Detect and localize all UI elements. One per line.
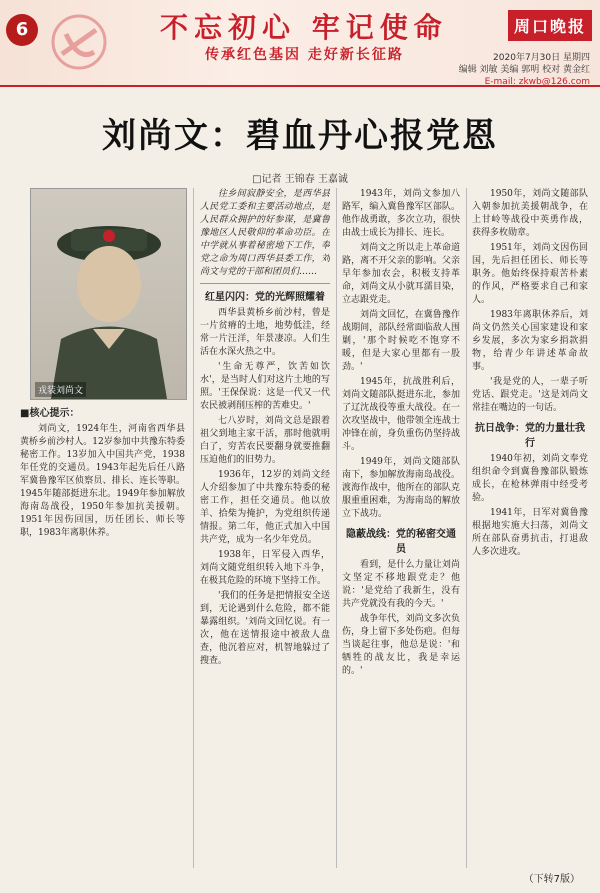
issue-meta — [459, 52, 590, 87]
paragraph: 刘尚文回忆，在冀鲁豫作战期间，部队经常面临敌人围剿，'那个时候吃不饱穿不暖，但是大家心里都有一股劲。' — [342, 310, 460, 372]
paragraph: 刘尚文之所以走上革命道路，离不开父亲的影响。父亲早年参加农会，积极支持革命，刘尚文从小就耳濡目染，立志跟党走。 — [342, 243, 460, 305]
paragraph: 1940年初，刘尚文奉党组织命令到冀鲁豫部队锻炼成长，在枪林弹雨中经受考验。 — [472, 454, 588, 503]
paragraph: 西华县黄桥乡前沙村，曾是一片贫瘠的土地，地势低洼，经常一片汪洋，年景凄凉。人们生活在水深火热之中。 — [200, 308, 330, 357]
paragraph: '我是党的人，一辈子听党话、跟党走。'这是刘尚文常挂在嘴边的一句话。 — [472, 377, 588, 413]
column-divider — [466, 188, 467, 868]
paragraph: 战争年代，刘尚文多次负伤，身上留下多处伤疤。但每当谈起往事，他总是说：'和牺牲的战友比，我是幸运的。' — [342, 614, 460, 676]
article-column-2 — [200, 188, 330, 868]
continued-note: （下转7版） — [523, 874, 580, 885]
paragraph: 七八岁时，刘尚文总是跟着祖父到地主家干活，那时他就明白了，穷苦农民要翻身就要推翻压迫他们的旧势力。 — [200, 416, 330, 465]
article-column-1 — [20, 402, 185, 868]
paragraph: 1950年，刘尚文随部队入朝参加抗美援朝战争，在上甘岭等战役中英勇作战，获得多枚勋章。 — [472, 189, 588, 238]
portrait-photo — [30, 188, 187, 400]
paragraph: 看到，是什么力量让刘尚文坚定不移地跟党走？他说：'是党给了我新生，没有共产党就没有我的今天。' — [342, 560, 460, 609]
photo-caption: 戎装刘尚文 — [35, 382, 86, 397]
slogan-subtitle: 传承红色基因 走好新长征路 — [205, 47, 404, 63]
contact-email: E-mail: zkwb@126.com — [484, 77, 590, 87]
paragraph: 1938年，日军侵入西华，刘尚文随党组织转入地下斗争，在极其危险的环境下坚持工作。 — [200, 550, 330, 586]
editor-note: 刘尚文，1924年生，河南省西华县黄桥乡前沙村人。12岁参加中共豫东特委秘密工作。13岁加入中国共产党，1938年任党的交通员。1943年起先后任八路军冀鲁豫军区侦察员、排长、连长等职。1945年随部挺进东北。1949年参加解放海南岛战役，1950年参加抗美援朝。1951年因伤回国，历任团长、师长等职，1983年离职休养。 — [20, 424, 185, 538]
column-divider — [193, 188, 194, 868]
paragraph: 1941年，日军对冀鲁豫根据地实施大扫荡，刘尚文所在部队奋勇抗击，打退敌人多次进攻。 — [472, 508, 588, 557]
article-column-3 — [342, 188, 460, 868]
section-title-2: 隐蔽战线：党的秘密交通员 — [346, 529, 456, 555]
newspaper-logo: 周口晚报 — [508, 10, 592, 41]
article-column-4 — [472, 188, 588, 864]
paragraph: 1936年，12岁的刘尚文经人介绍参加了中共豫东特委的秘密工作，担任交通员。他以放羊、拾柴为掩护，为党组织传递情报。第二年，他正式加入中国共产党，成为一名少年党员。 — [200, 470, 330, 545]
paragraph: '生命无尊严，饮苦如饮水'，是当时人们对这片土地的写照。'王保保说：这是一代又一代农民被剥削压榨的苦难史。' — [200, 362, 330, 411]
article-byline: □记者 王锦春 王嘉诚 — [252, 174, 348, 185]
column-divider — [336, 188, 337, 868]
paragraph: '我们的任务是把情报安全送到，无论遇到什么危险，都不能暴露组织。'刘尚文回忆说。有一次，他在送情报途中被敌人盘查，他沉着应对，机智地躲过了搜查。 — [200, 591, 330, 666]
page-banner — [0, 0, 600, 87]
paragraph: 1943年，刘尚文参加八路军，编入冀鲁豫军区部队。他作战勇敢，多次立功，很快由战士成长为排长、连长。 — [342, 189, 460, 238]
paragraph: 1945年，抗战胜利后，刘尚文随部队挺进东北，参加了辽沈战役等重大战役。在一次攻坚战中，他带领全连战士冲锋在前，身负重伤仍坚持战斗。 — [342, 377, 460, 452]
page-number-badge: 6 — [6, 14, 38, 46]
paragraph: 1951年，刘尚文因伤回国，先后担任团长、师长等职务。他始终保持艰苦朴素的作风，严格要求自己和家人。 — [472, 243, 588, 305]
soldier-portrait-icon — [31, 189, 186, 399]
issue-date: 2020年7月30日 星期四 — [493, 53, 590, 63]
paragraph: 1983年离职休养后，刘尚文仍然关心国家建设和家乡发展，多次为家乡捐款捐物，给青少年讲述革命故事。 — [472, 310, 588, 372]
section-title-3: 抗日战争：党的力量壮我行 — [475, 423, 585, 449]
paragraph: 1949年，刘尚文随部队南下，参加解放海南岛战役。渡海作战中，他所在的部队克服重重困难，为海南岛的解放立下战功。 — [342, 457, 460, 519]
editor-line: 编辑 刘敏 美编 郭明 校对 黄金红 — [458, 65, 590, 75]
party-emblem-icon — [44, 12, 114, 72]
editor-note-label: ■核心提示： — [20, 408, 80, 419]
article-headline: 刘尚文：碧血丹心报党恩 — [102, 116, 498, 156]
slogan-title: 不忘初心 牢记使命 — [160, 11, 448, 44]
section-title-1: 红星闪闪：党的光辉照耀着 — [205, 292, 325, 303]
article-intro: 往乡间寂静安全，是西华县人民党工委和主要活动地点，是人民群众拥护的好参谋，是冀鲁豫地区人民敬仰的革命功臣。在中学就从事着秘密地下工作，奉党之命为周口西华县委工作，刘尚文与党的干部和团员们…… — [200, 188, 330, 284]
